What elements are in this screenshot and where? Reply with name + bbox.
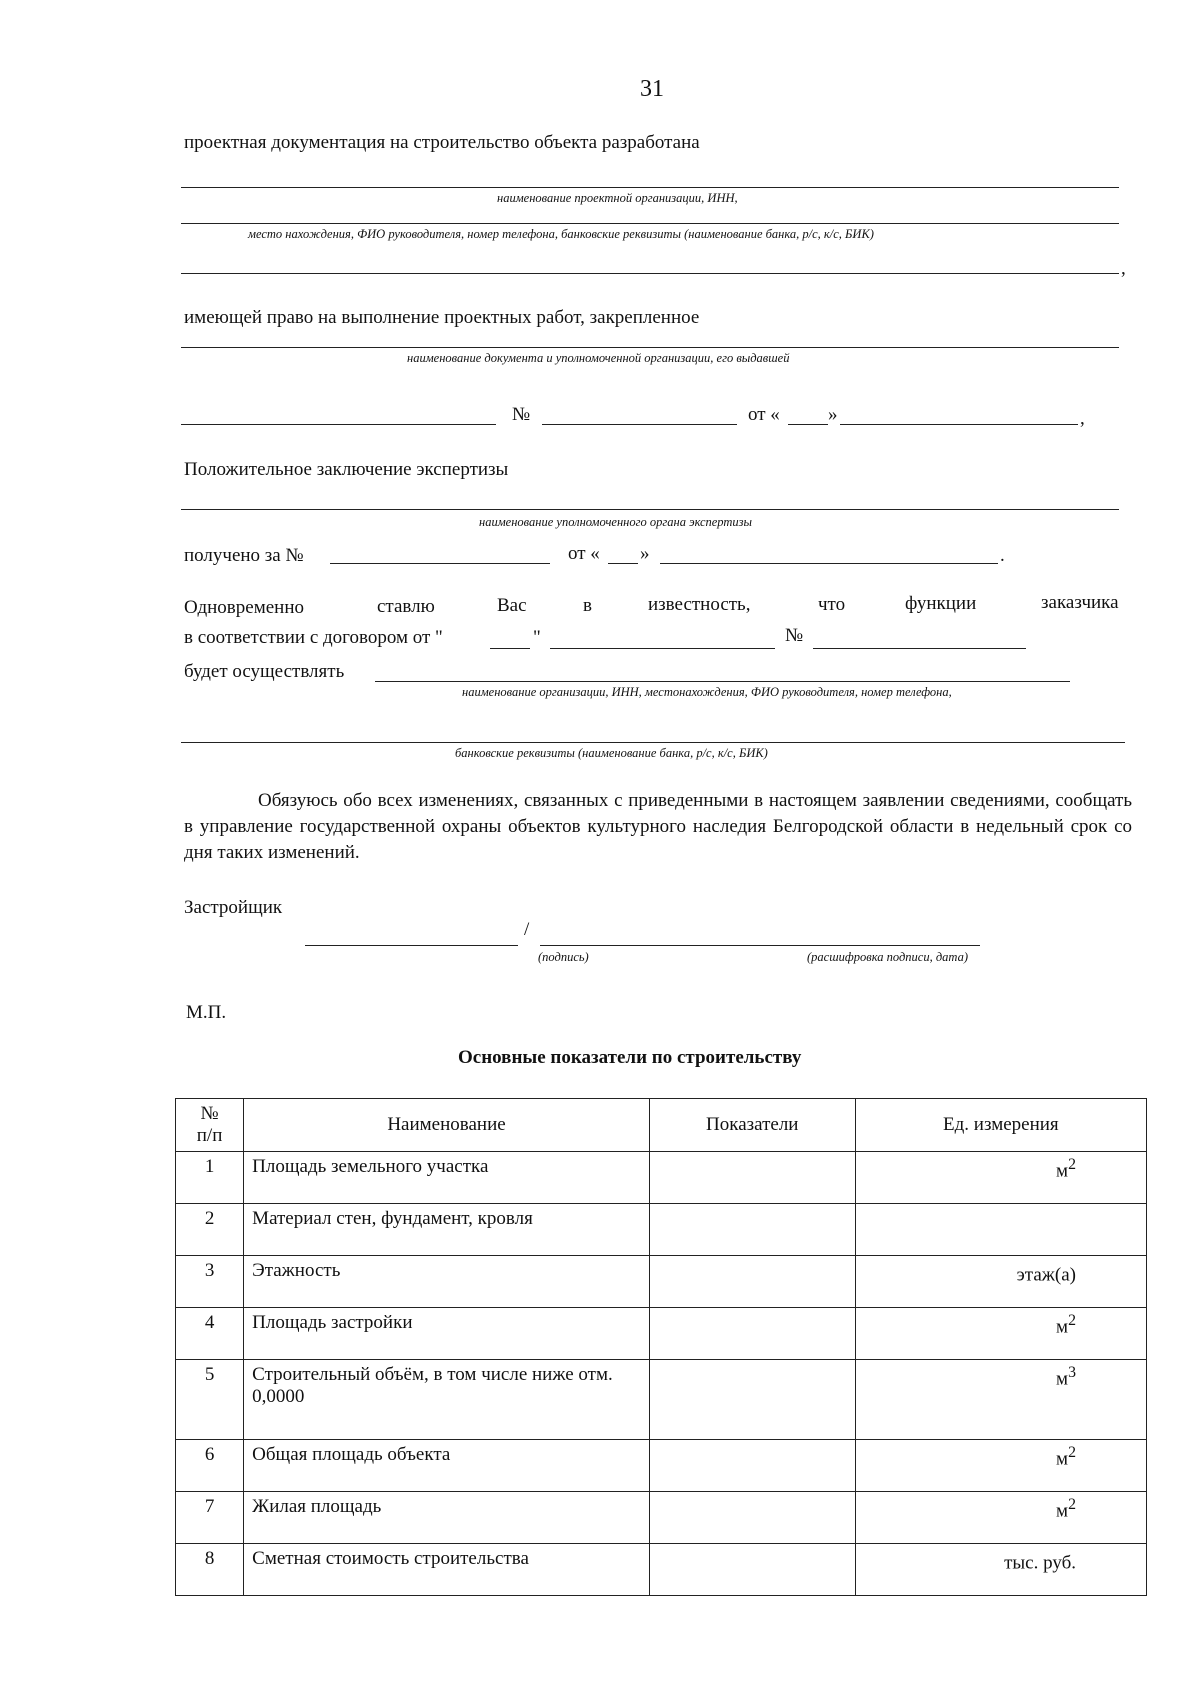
row-name: Сметная стоимость строительства [244,1544,650,1596]
unit-text: м [1056,1160,1069,1182]
header-number [176,1099,244,1152]
row-number: 2 [176,1204,244,1256]
row-value-cell[interactable] [649,1204,855,1256]
header-value: Показатели [649,1099,855,1152]
row-name: Материал стен, фундамент, кровля [244,1204,650,1256]
period: . [1000,545,1005,566]
design-org-caption: наименование проектной организации, ИНН, [497,191,738,205]
expertise-org-line[interactable] [181,509,1119,510]
date-close-quote: » [828,404,838,425]
row-value-cell[interactable] [649,1440,855,1492]
row-unit [855,1204,1146,1256]
license-doc-line[interactable] [181,347,1119,348]
table-row [176,1360,1147,1440]
comma: , [1080,408,1085,429]
table-row [176,1256,1147,1308]
row-value-cell[interactable] [649,1544,855,1596]
header-number-pp: п/п [196,1125,223,1146]
will-perform-label: будет осуществлять [184,661,345,682]
expertise-text: Положительное заключение экспертизы [184,459,509,480]
design-org-extra-line[interactable] [181,273,1119,274]
contract-number-line[interactable] [813,648,1026,649]
row-unit [855,1440,1146,1492]
table-header-row [176,1099,1147,1152]
row-unit [855,1360,1146,1440]
row-unit [855,1492,1146,1544]
table-row [176,1204,1147,1256]
indicators-table [175,1098,1147,1596]
unit-exponent: 2 [1068,1444,1076,1461]
customer-word-2: ставлю [377,596,435,617]
row-number: 1 [176,1152,244,1204]
number-sign: № [512,404,531,425]
customer-bank-line[interactable] [181,742,1125,743]
obligation-text: Обязуюсь обо всех изменениях, связанных с приведенными в настоящем заявлении сведениями, сообщать в управление государственной охраны объектов культурного наследия Белгородской области в недельный срок со дня таких изменений. [184,790,1132,863]
row-unit [855,1308,1146,1360]
unit-text: м [1056,1316,1069,1338]
row-name: Площадь земельного участка [244,1152,650,1204]
date-from-label: от « [748,404,780,425]
date-from-label: от « [568,543,600,564]
row-value-cell[interactable] [649,1152,855,1204]
unit-text: тыс. руб. [1004,1552,1076,1574]
row-name: Общая площадь объекта [244,1440,650,1492]
row-number: 8 [176,1544,244,1596]
license-doc-caption: наименование документа и уполномоченной организации, его выдавшей [407,351,790,365]
license-day-line[interactable] [788,424,828,425]
unit-exponent: 3 [1068,1364,1076,1381]
contract-label: в соответствии с договором от " [184,627,443,648]
header-number-sign: № [200,1103,219,1124]
customer-word-8: заказчика [1041,592,1119,613]
row-name: Этажность [244,1256,650,1308]
signature-slash: / [524,919,530,940]
expertise-day-line[interactable] [608,563,638,564]
expertise-number-line[interactable] [330,563,550,564]
design-org-line[interactable] [181,187,1119,188]
table-row [176,1492,1147,1544]
customer-org-line[interactable] [375,681,1070,682]
customer-word-5: известность, [648,594,751,615]
unit-text: м [1056,1500,1069,1522]
customer-word-1: Одновременно [184,597,305,618]
signature-caption: (подпись) [538,950,589,964]
signature-decode-line[interactable] [540,945,980,946]
row-number: 6 [176,1440,244,1492]
obligation-paragraph [184,788,1132,866]
developer-label: Застройщик [184,897,283,918]
row-name: Строительный объём, в том числе ниже отм. 0,0000 [244,1360,650,1440]
unit-text: м [1056,1368,1069,1390]
license-number-line[interactable] [542,424,737,425]
row-name: Жилая площадь [244,1492,650,1544]
unit-exponent: 2 [1068,1312,1076,1329]
date-close-quote: » [640,543,650,564]
unit-exponent: 2 [1068,1496,1076,1513]
design-org-details-line[interactable] [181,223,1119,224]
contract-date-line[interactable] [550,648,775,649]
design-docs-text: проектная документация на строительство объекта разработана [184,132,700,153]
page-number: 31 [640,76,664,102]
expertise-org-caption: наименование уполномоченного органа экспертизы [479,515,753,529]
table-row [176,1152,1147,1204]
row-number: 3 [176,1256,244,1308]
table-row [176,1440,1147,1492]
row-number: 7 [176,1492,244,1544]
customer-word-6: что [818,594,846,615]
signature-decode-caption: (расшифровка подписи, дата) [807,950,968,964]
row-unit [855,1256,1146,1308]
row-name: Площадь застройки [244,1308,650,1360]
contract-quote: " [533,627,541,648]
design-org-details-caption: место нахождения, ФИО руководителя, номер телефона, банковские реквизиты (наименование банка, р/с, к/с, БИК) [248,227,874,241]
row-value-cell[interactable] [649,1360,855,1440]
header-name: Наименование [244,1099,650,1152]
customer-bank-caption: банковские реквизиты (наименование банка, р/с, к/с, БИК) [455,746,768,760]
row-value-cell[interactable] [649,1308,855,1360]
contract-day-line[interactable] [490,648,530,649]
customer-word-3: Вас [497,595,527,616]
license-date-line[interactable] [840,424,1078,425]
signature-line[interactable] [305,945,518,946]
table-row [176,1308,1147,1360]
unit-exponent: 2 [1068,1156,1076,1173]
expertise-date-line[interactable] [660,563,998,564]
row-number: 5 [176,1360,244,1440]
row-value-cell[interactable] [649,1492,855,1544]
table-row [176,1544,1147,1596]
customer-word-7: функции [905,593,977,614]
right-to-work-text: имеющей право на выполнение проектных работ, закрепленное [184,307,700,328]
stamp-label: М.П. [186,1002,227,1023]
row-value-cell[interactable] [649,1256,855,1308]
comma: , [1121,258,1126,279]
row-unit [855,1544,1146,1596]
customer-word-4: в [583,595,592,616]
table-title: Основные показатели по строительству [458,1047,802,1068]
license-name-line[interactable] [181,424,496,425]
row-number: 4 [176,1308,244,1360]
received-label: получено за № [184,545,304,566]
header-unit: Ед. измерения [855,1099,1146,1152]
unit-text: этаж(а) [1016,1264,1076,1286]
customer-org-caption: наименование организации, ИНН, местонахождения, ФИО руководителя, номер телефона, [462,685,952,699]
number-sign: № [785,625,804,646]
unit-text: м [1056,1448,1069,1470]
row-unit [855,1152,1146,1204]
